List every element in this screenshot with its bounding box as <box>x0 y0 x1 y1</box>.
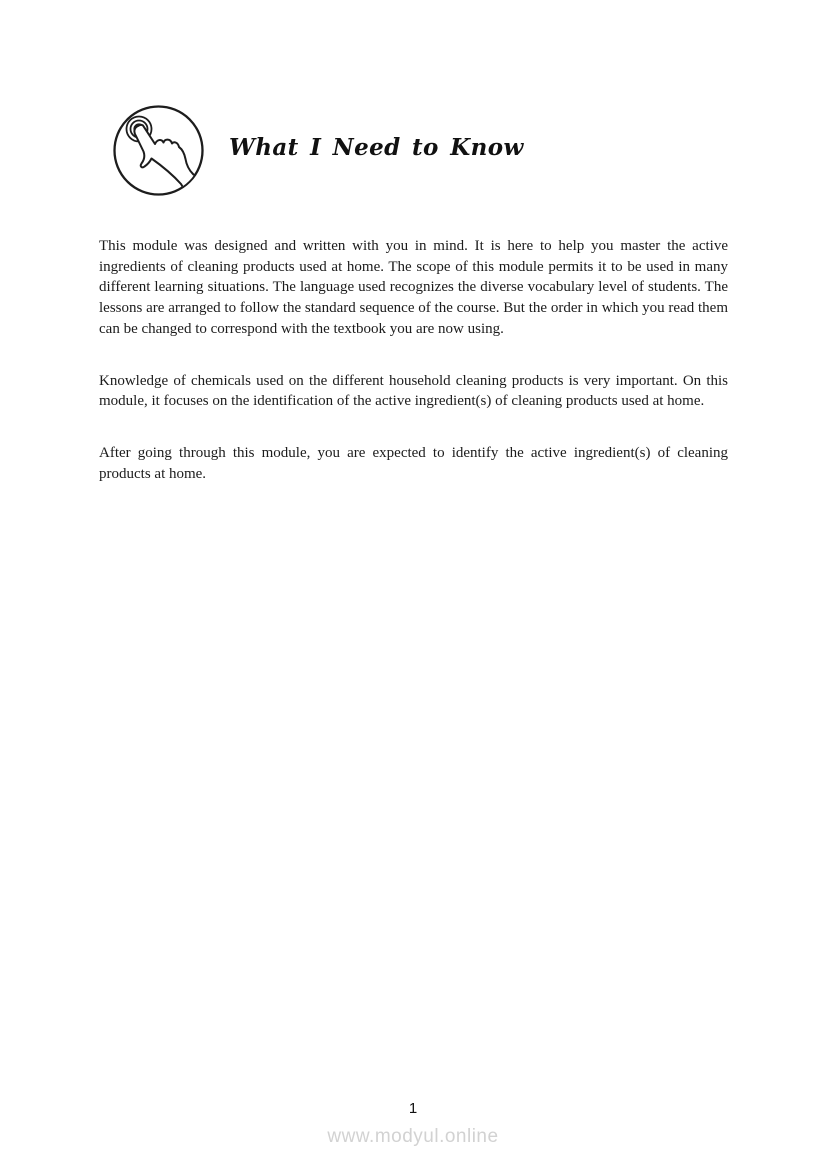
body-text <box>99 236 728 515</box>
paragraph-objective: After going through this module, you are expected to identify the active ingredient(s) of cleaning products at home. <box>99 444 728 482</box>
paragraph-overview: This module was designed and written with you in mind. It is here to help you master the active ingredients of cleaning products used at home. The scope of this module permits it to be used in many different learning situations. The language used recognizes the diverse vocabulary level of students. The lessons are arranged to follow the standard sequence of the course. But the order in which you read them can be changed to correspond with the textbook you are now using. <box>99 238 728 337</box>
page-number: 1 <box>408 1100 418 1117</box>
paragraph-knowledge: Knowledge of chemicals used on the different household cleaning products is very important. On this module, it focuses on the identification of the active ingredient(s) of cleaning products used at home. <box>99 372 728 410</box>
watermark-text: www.modyul.online <box>327 1126 499 1147</box>
page-title: What I Need to Know <box>229 134 524 161</box>
section-header <box>112 104 524 197</box>
tap-gesture-icon <box>112 104 205 197</box>
